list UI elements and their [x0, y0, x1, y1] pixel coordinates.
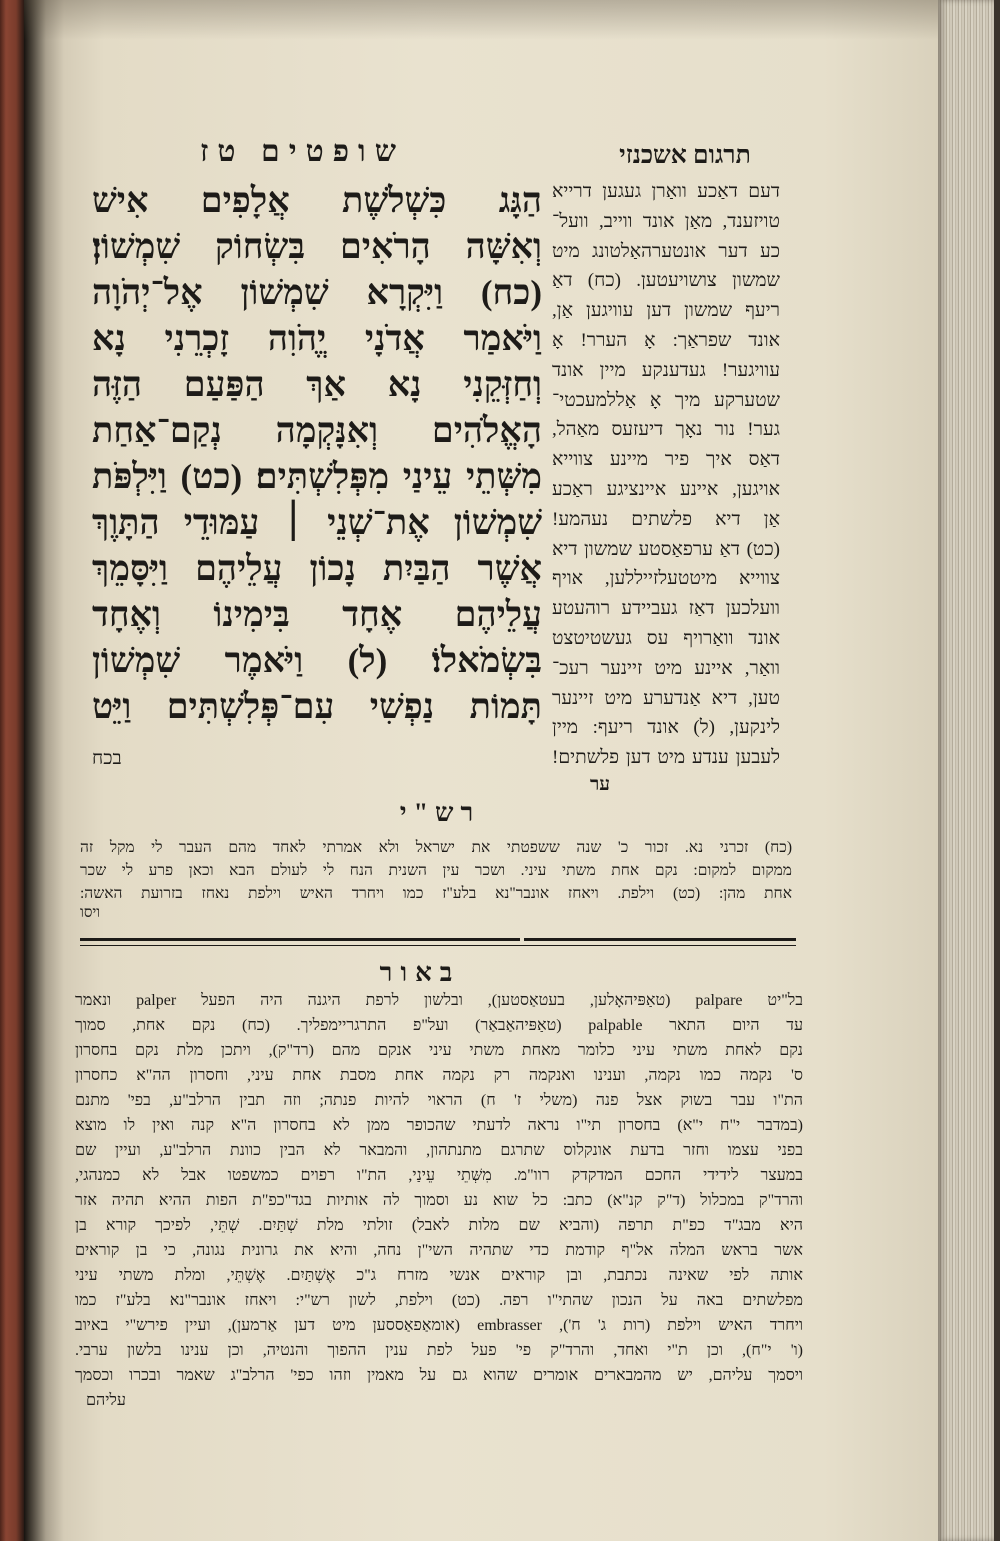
- biur-line: ויחרד האיש וילפת (רות ג' ח'), embrasser (אומאַפאַססען מיט דען אַרמען), ועיין פירש"י באיוב: [75, 1317, 804, 1334]
- targum-line: ריעף שמשון דען עוויגען אַן,: [552, 300, 780, 322]
- targum-line: דאַס איך פיר מיינע צווייא: [552, 449, 780, 471]
- biur-line: והרד"ק במכלול (ד"ק קנ"א) כתב: כל שוא נע וסמוך לה אותיות בגד"כפ"ת הפות ההיא תהיה אזר: [75, 1192, 803, 1209]
- targum-line: שטערקע מיך אָ אַללמעכטי־: [552, 389, 780, 411]
- rashi-line: (כח) זכרני נא. זכור כ' שנה ששפטתי את ישראל ולא אמרתי לאחד מהם העבר לי מקל זה: [80, 839, 792, 856]
- rashi-catchword: ויסו: [80, 905, 101, 921]
- targum-line: גער! נור נאָך דיעזעס מאַהל,: [552, 419, 780, 441]
- targum-line: טען, דיא אַנדערע מיט זיינער: [552, 687, 780, 709]
- biur-line: היא מבג"ד כפ"ת תרפה (והביא שם מלות לאבל) זולתי מלת שְׁתַּיִם. שְׁתֵּי, לפיכך קורא בן: [75, 1217, 803, 1234]
- biur-line: מפלשתים באה על הנכון שהתי"ו רפה. (כט) וילפת, לשון רש"י: ויאחז אונבר"נא בלע"ז כמו: [75, 1292, 803, 1309]
- bible-text-column: [92, 178, 542, 730]
- bible-line: תָּמוֹת נַפְשִׁי עִם־פְּלִשְׁתִּים וַיֵּט: [92, 687, 542, 726]
- biur-line: ויסמך עליהם, יש מהמבארים אומרים שהוא גם על מאמין וזהו כפי' הרלב"ג שאמר ובכרו וכסמך: [75, 1367, 803, 1384]
- bible-line: מִשְּׁתֵי עֵינַי מִפְּלִשְׁתִּים׃ (כט) וַיִּלְפֹּת: [92, 457, 542, 496]
- bible-line: וַיֹּאמַר אֲדֹנָי יֱהֹוִה זָכְרֵנִי נָא: [92, 319, 542, 358]
- biur-line: הת"ו עבר בשוק אצל פנה (משלי ז' ח) הראוי להיות פנתה; וזה תבין הרלב"ע, בפי' מתנם: [75, 1092, 803, 1109]
- biur-last-line: עליהם: [86, 1392, 126, 1409]
- rashi-commentary: [80, 836, 792, 905]
- targum-column: [552, 177, 780, 773]
- bible-line: וְחַזְּקֵנִי נָא אַךְ הַפַּעַם הַזֶּה: [92, 365, 542, 404]
- targum-line: דעם דאַכע וואַרן געגען דרייא: [552, 181, 780, 202]
- bible-line: בִּשְׂמֹאלוֹ׃ (ל) וַיֹּאמֶר שִׁמְשׁוֹן: [92, 641, 542, 680]
- targum-line: לינקען, (ל) אונד ריעף: מיין: [552, 717, 780, 739]
- biur-line: (במדבר י"ח י"א) בחסרון תי"ו נראה לדעתי שהכופר ממן לא בחסרון ה"א קנה ואין לו מוצא: [75, 1117, 803, 1134]
- rashi-line: ממקום למקום: נקם אחת משתי עיני. ושכר עין השנית הנח לי לעולם הבא וכאן פרע לי שכר: [80, 862, 792, 879]
- bible-line: עֲלֵיהֶם אֶחָד בִּימִינוֹ וְאֶחָד: [92, 595, 542, 634]
- rashi-line: אחת מהן: (כט) וילפת. ויאחז אונבר"נא בלע"ז כמו ויחרד האיש וילפת נאחז בזרועת האשה:: [80, 885, 792, 902]
- book-binding-edge: [0, 0, 24, 1541]
- targum-line: טויזענד, מאַן אונד ווייב, וועל־: [552, 210, 780, 232]
- page-stack-rim: [994, 0, 1000, 1541]
- targum-line: לעבען ענדע מיט דען פלשתים!: [552, 747, 780, 769]
- biur-line: אותה לפי שאינה נכתבת, ובן קוראים אנשי מזרח ג"כ אֶשְׁתַּיִם. אֶשְׁתֵּי, ומלת משתי עיני: [75, 1267, 803, 1284]
- biur-line: בפני עצמו וחזר בדעת אונקלוס שתרגם מתנתהון, והמבאר לא הבין כוונת הרלב"ע, ועיין שם: [75, 1142, 803, 1159]
- biur-line: עד היום התאר palpable (טאַפּיהאַבאַר) ועל"פ התרגריימפליך. (כח) נקם אחת, סמוך: [75, 1017, 804, 1034]
- targum-line: אויגען, איינע איינציגע ראַכע: [552, 478, 780, 500]
- targum-line: אַן דיא פלשתים נעהמע!: [552, 508, 780, 530]
- targum-catchword: ער: [589, 774, 611, 795]
- page-stack-edges: [938, 0, 994, 1541]
- biur-line: ס' נקמה כמו נקמה, וענינו ואנקמה רק נקמה אחת מסבת אחת עיני, וחסרון הה"א כחסרון: [75, 1067, 803, 1084]
- bible-line: שִׁמְשׁוֹן אֶת־שְׁנֵי ׀ עַמּוּדֵי הַתָּוֶךְ: [92, 503, 542, 542]
- running-head: שופטים טז: [200, 135, 405, 168]
- targum-line: וועלכען דאַז געביידע רוהעטע: [552, 598, 780, 620]
- biur-commentary: [75, 988, 803, 1388]
- separator-rule-thin: [80, 945, 796, 946]
- targum-heading: תרגום אשכנזי: [619, 142, 751, 169]
- rashi-heading: רש"י: [399, 798, 481, 827]
- biur-line: בל"יט palpare (טאַפּיהאָלען, בעטאַסטען), ובלשון לרפת היגנה היה הפעל palper ונאמר: [75, 992, 804, 1009]
- targum-line: עוויגער! געדענקע מיין אונד: [552, 359, 780, 381]
- targum-line: שמשון צושויעטען. (כח) דאַ: [552, 270, 780, 292]
- targum-line: כע דער אונטערהאַלטונג מיט: [552, 240, 780, 262]
- biur-line: נקם לאחת משתי עיני כלומר מאחת משתי עיני אנקם מהם (רד"ק), ויתכן מלת נקם בחסרון: [75, 1042, 803, 1059]
- separator-rule: [524, 938, 796, 941]
- biur-line: אשר בראש המלה אל"ף קודמת כדי שתהיה השי"ן נחה, והיא את גרונית נגונה, כי בן קוראים: [75, 1242, 803, 1259]
- biur-line: (ו' י"ח), וכן ת"י ואחד, והרד"ק פי' פעל לפת ענין ההפוך והנטיה, וכן ענינו בלשון ערבי.: [75, 1342, 803, 1359]
- bible-line: הָאֱלֹהִים וְאִנָּקְמָה נְקַם־אַחַת: [92, 411, 542, 450]
- targum-line: (כט) דאַ ערפאַסטע שמשון דיא: [552, 538, 780, 560]
- bible-catchword: בכח: [92, 748, 122, 769]
- targum-line: אונד שפראַך: אָ הערר! אָ: [552, 329, 780, 351]
- bible-line: וְאִשָּׁה הָרֹאִים בִּשְׂחוֹק שִׁמְשׁוֹן׃: [92, 227, 542, 266]
- bible-line: הַגָּג כִּשְׁלֹשֶׁת אֲלָפִים אִישׁ: [92, 181, 542, 220]
- targum-line: וואַר, איינע מיט זיינער רעכ־: [552, 657, 780, 679]
- targum-line: צווייא מיטטעלזייללען, אויף: [552, 568, 780, 590]
- biur-heading: באור: [379, 958, 461, 987]
- separator-rule: [80, 938, 520, 941]
- targum-line: אונד וואַרויף עס געשטיטצט: [552, 627, 780, 649]
- bible-line: (כח) וַיִּקְרָא שִׁמְשׁוֹן אֶל־יְהֹוָה: [92, 273, 542, 312]
- biur-line: במעצר לידידי החכם המדקדק רוו"מ. מִשְּׁתֵי עֵינַי, הת"ו רפוים כמשפטו אבל לא כמנהגי,: [75, 1167, 803, 1184]
- bible-line: אֲשֶׁר הַבַּיִת נָכוֹן עֲלֵיהֶם וַיִּסָּמֵךְ: [92, 549, 542, 588]
